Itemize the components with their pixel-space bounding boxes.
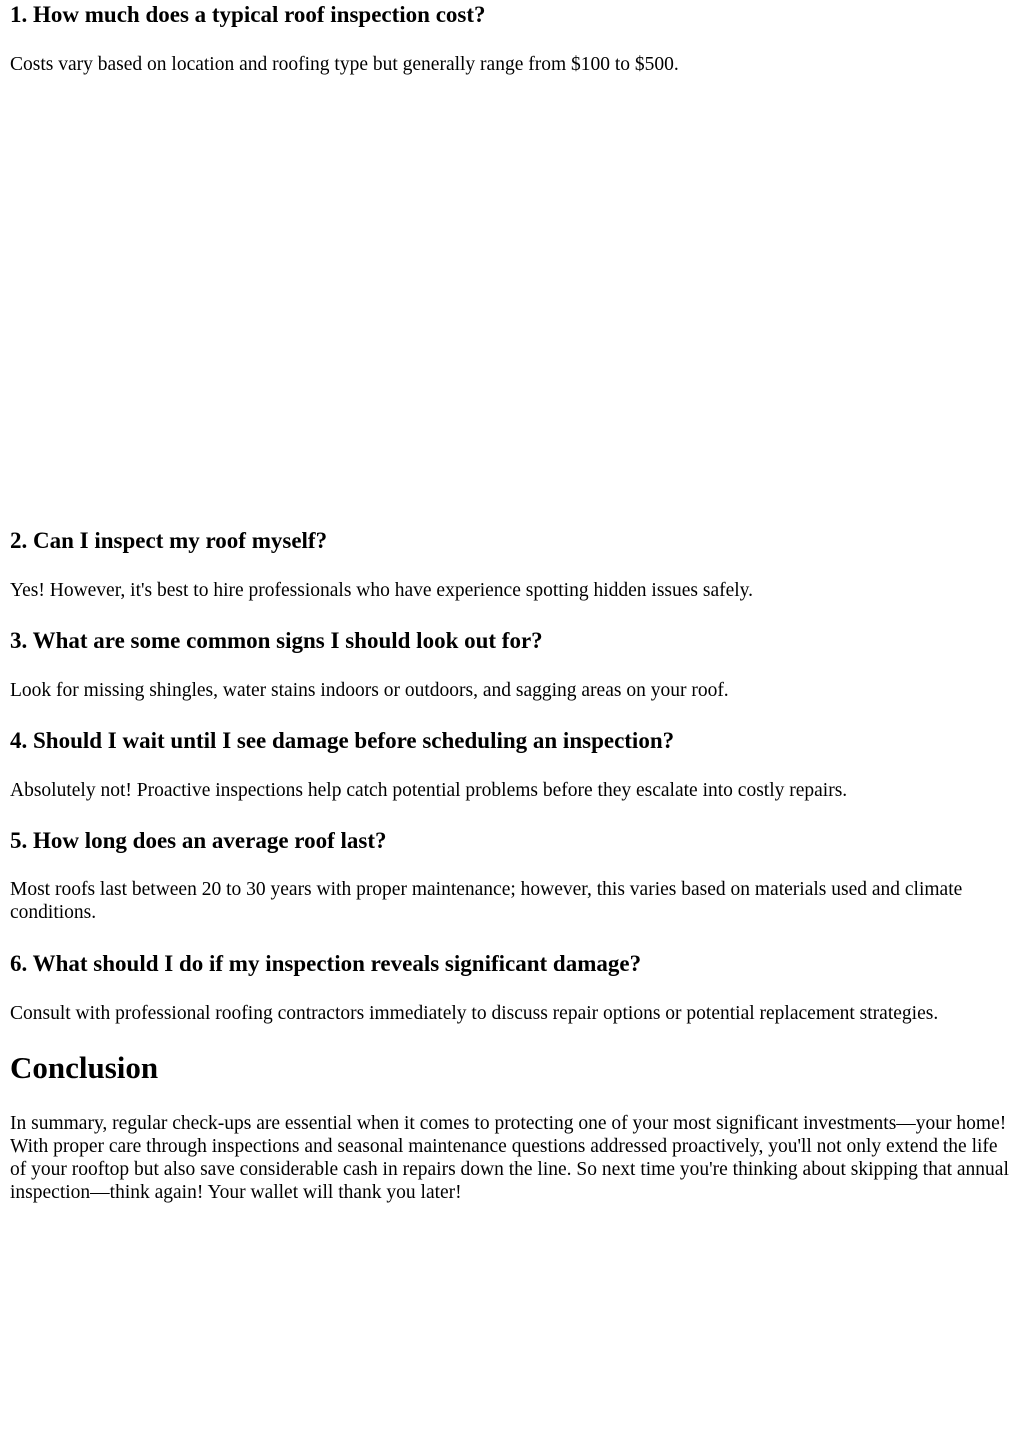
conclusion-heading: Conclusion <box>10 1050 159 1085</box>
faq-question-3: 3. What are some common signs I should look out for? <box>10 628 543 653</box>
faq-answer-4: Absolutely not! Proactive inspections help catch potential problems before they escalate into costly repairs. <box>10 780 848 801</box>
faq-question-6: 6. What should I do if my inspection reveals significant damage? <box>10 951 642 976</box>
faq-answer-6: Consult with professional roofing contractors immediately to discuss repair options or potential replacement strategies. <box>10 1003 939 1024</box>
faq-answer-2: Yes! However, it's best to hire professionals who have experience spotting hidden issues safely. <box>10 580 754 601</box>
empty-content-area <box>10 92 1014 512</box>
faq-question-4: 4. Should I wait until I see damage before scheduling an inspection? <box>10 728 675 753</box>
faq-answer-1: Costs vary based on location and roofing type but generally range from $100 to $500. <box>10 54 679 75</box>
faq-question-1: 1. How much does a typical roof inspection cost? <box>10 2 486 27</box>
faq-question-2: 2. Can I inspect my roof myself? <box>10 528 328 553</box>
conclusion-body: In summary, regular check-ups are essential when it comes to protecting one of your most significant investments—your home! With proper care through inspections and seasonal maintenance questions addressed proactively, you'll not only extend the life of your rooftop but also save considerable cash in repairs down the line. So next time you're thinking about skipping that annual inspection—think again! Your wallet will thank you later! <box>10 1113 1009 1203</box>
faq-answer-3: Look for missing shingles, water stains indoors or outdoors, and sagging areas on your roof. <box>10 680 729 701</box>
faq-answer-5: Most roofs last between 20 to 30 years with proper maintenance; however, this varies based on materials used and climate conditions. <box>10 879 963 923</box>
faq-question-5: 5. How long does an average roof last? <box>10 828 387 853</box>
